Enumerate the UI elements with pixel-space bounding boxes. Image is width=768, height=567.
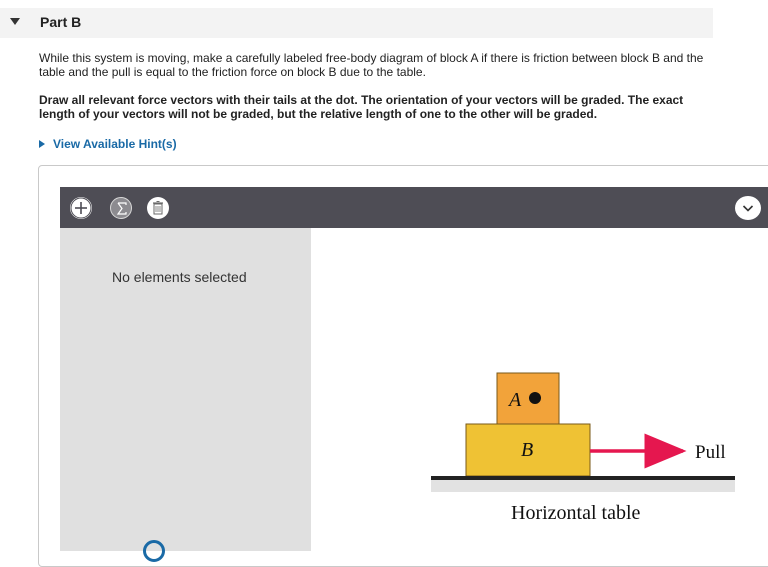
hint-label: View Available Hint(s) [53, 137, 177, 151]
sigma-icon [111, 198, 133, 220]
collapse-toolbar-button[interactable] [735, 196, 761, 220]
table-label: Horizontal table [511, 502, 641, 524]
question-instructions: Draw all relevant force vectors with their tails at the dot. The orientation of your vectors will be graded. The exact length of your vectors will not be graded, but the relative length of one to the other will be graded. [39, 93, 684, 121]
question-prompt: While this system is moving, make a carefully labeled free-body diagram of block A if there is friction between block B and the table and the pull is equal to the friction force on block B due to the table. [39, 51, 704, 79]
publisher-logo-icon [143, 540, 165, 562]
view-hints-link[interactable] [39, 137, 177, 153]
sum-vector-button[interactable] [110, 197, 132, 219]
trash-icon [147, 197, 169, 219]
plus-icon [70, 197, 92, 219]
block-a-label: A [509, 389, 522, 411]
blocks-diagram [421, 320, 741, 551]
part-header[interactable] [0, 8, 713, 38]
block-b-label: B [521, 439, 534, 461]
drawing-toolbar [60, 187, 768, 228]
part-title: Part B [40, 14, 82, 30]
chevron-down-icon [735, 196, 761, 220]
no-selection-text: No elements selected [112, 269, 247, 285]
table-shadow [431, 480, 735, 492]
caret-right-icon [39, 140, 45, 148]
delete-button[interactable] [147, 197, 169, 219]
top-strip [0, 0, 768, 8]
collapse-caret-icon[interactable] [10, 18, 20, 25]
block-a [497, 373, 559, 424]
horizontal-table [431, 476, 735, 480]
force-origin-dot[interactable] [529, 392, 541, 404]
pull-label: Pull [695, 442, 726, 463]
properties-panel [60, 228, 311, 551]
add-vector-button[interactable] [70, 197, 92, 219]
